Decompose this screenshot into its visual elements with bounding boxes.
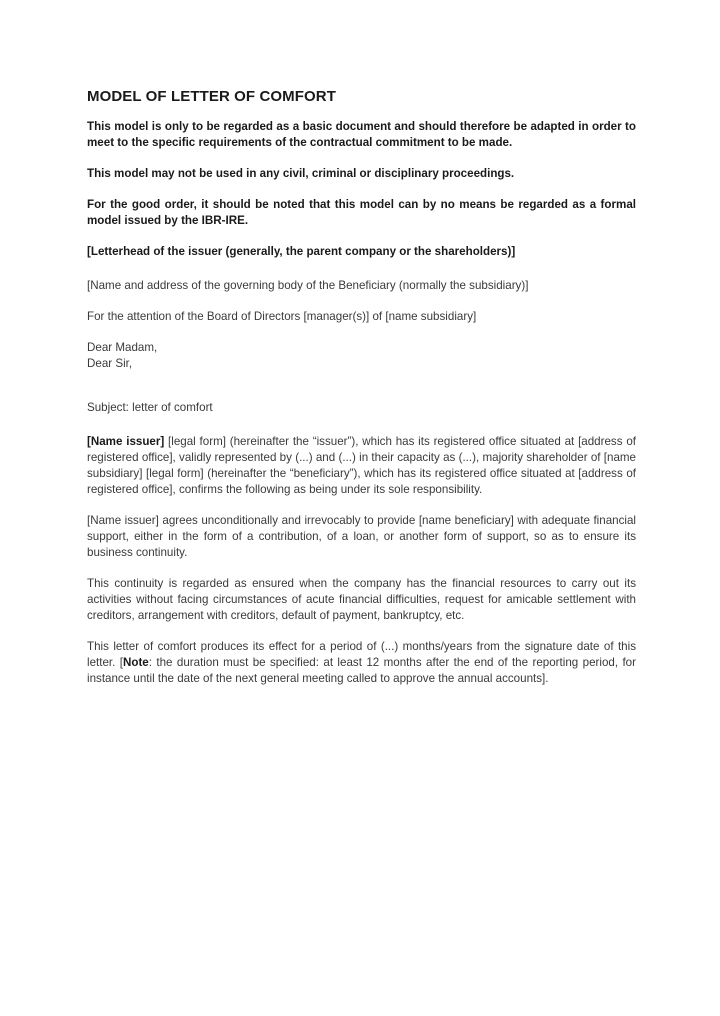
body-paragraph-4	[87, 639, 636, 687]
subject-line: Subject: letter of comfort	[87, 401, 213, 414]
salutation-madam: Dear Madam,	[87, 341, 158, 354]
intro-paragraph-3: For the good order, it should be noted that this model can by no means be regarded as a formal model issued by the IBR-IRE.	[87, 198, 636, 227]
body-paragraph-1	[87, 434, 636, 498]
issuer-name-placeholder: [Name issuer]	[87, 435, 165, 448]
note-label: Note	[122, 656, 149, 669]
recipient-address: [Name and address of the governing body of the Beneficiary (normally the subsidiary)]	[87, 279, 529, 292]
body-paragraph-1-text: [legal form] (hereinafter the “issuer”), which has its registered office situated at [address of registered office], validly represented by (...) and (...) in their capacity as (...), majority shareholder of [name subsidiary] [legal form] (hereinafter the “beneficiary”), which has its registered office situated at [address of registered office], confirms the following as being under its sole responsibility.	[87, 435, 636, 496]
intro-paragraph-1: This model is only to be regarded as a basic document and should therefore be adapted in order to meet to the specific requirements of the contractual commitment to be made.	[87, 120, 636, 149]
document-title: MODEL OF LETTER OF COMFORT	[87, 88, 336, 105]
body-paragraph-2: [Name issuer] agrees unconditionally and irrevocably to provide [name beneficiary] with adequate financial support, either in the form of a contribution, of a loan, or another form of support, so as to ensure its business continuity.	[87, 514, 636, 559]
body-paragraph-4-text-a: This letter of comfort produces its effect for a period of (...) months/years from the signature date of this letter. [	[87, 640, 636, 669]
attention-line: For the attention of the Board of Directors [manager(s)] of [name subsidiary]	[87, 310, 477, 323]
body-paragraph-4-text-b: : the duration must be specified: at least 12 months after the end of the reporting period, for instance until the date of the next general meeting called to approve the annual accounts].	[87, 656, 636, 685]
letterhead-placeholder: [Letterhead of the issuer (generally, the parent company or the shareholders)]	[87, 245, 516, 258]
intro-paragraph-2: This model may not be used in any civil, criminal or disciplinary proceedings.	[87, 167, 515, 180]
salutation-sir: Dear Sir,	[87, 357, 133, 370]
body-paragraph-3: This continuity is regarded as ensured when the company has the financial resources to carry out its activities without facing circumstances of acute financial difficulties, request for amicable settlement with creditors, arrangement with creditors, default of payment, bankruptcy, etc.	[87, 577, 636, 622]
